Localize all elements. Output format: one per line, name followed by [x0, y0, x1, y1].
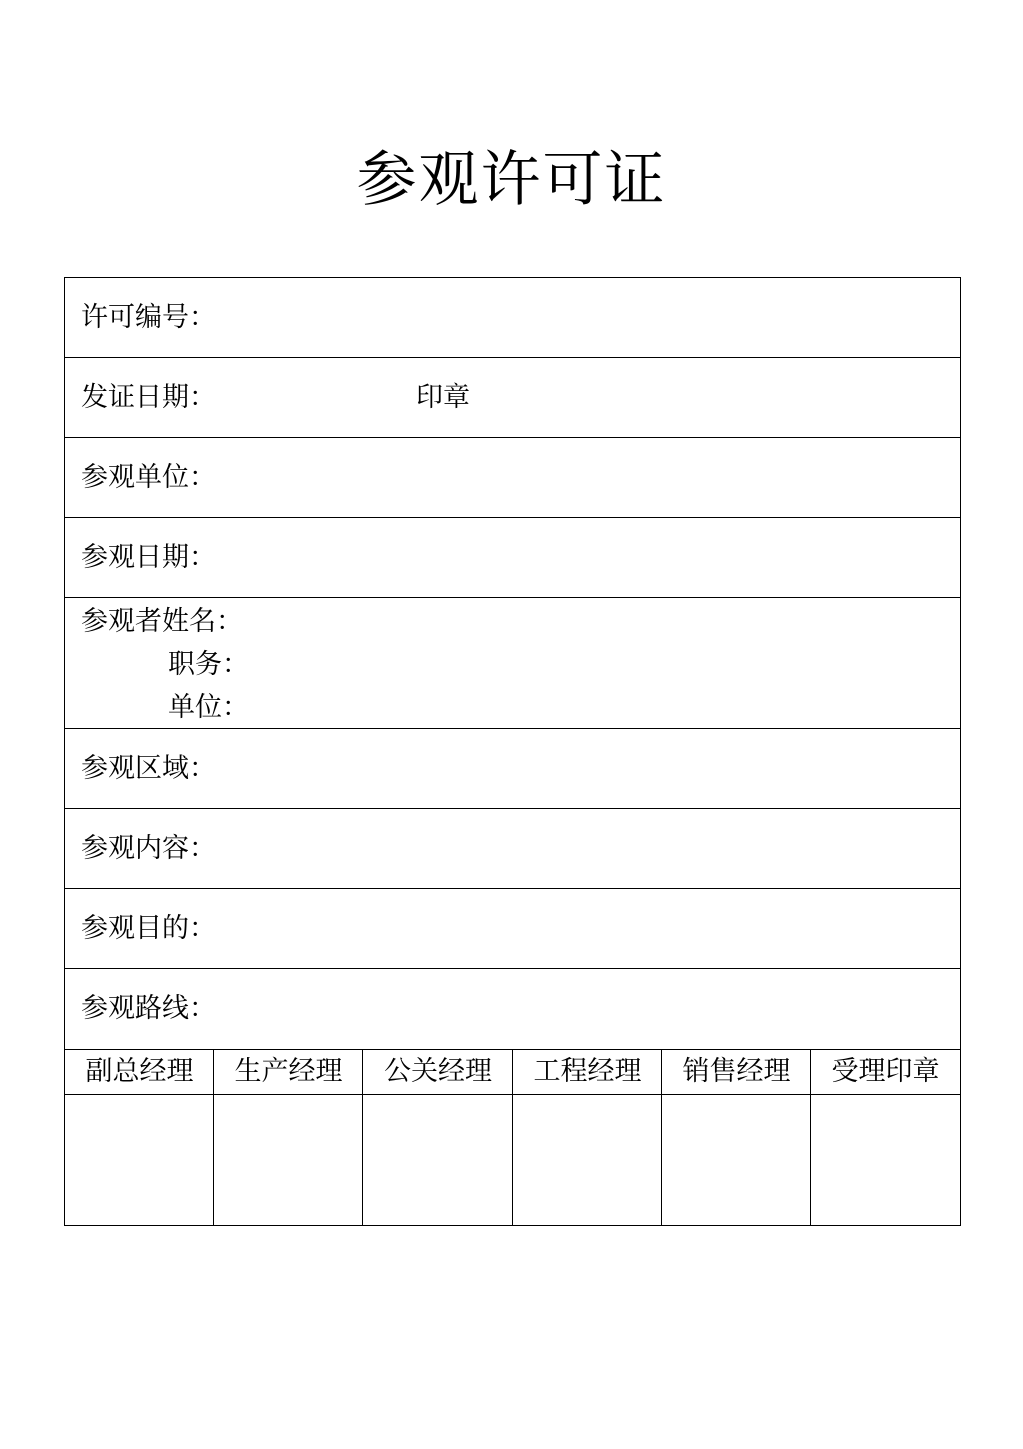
approval-header-vice-gm: 副总经理 [85, 1056, 194, 1087]
column-divider [810, 1050, 811, 1225]
column-divider [362, 1050, 363, 1225]
sign-cell-vice-gm[interactable] [65, 1095, 214, 1225]
permit-no-label: 许可编号： [81, 302, 216, 333]
column-divider [213, 1050, 214, 1225]
sign-cell-engineering[interactable] [513, 1095, 662, 1225]
approval-header-sales: 销售经理 [682, 1056, 791, 1087]
page-title: 参观许可证 [356, 145, 667, 215]
column-divider [661, 1050, 662, 1225]
approval-header-pr: 公关经理 [384, 1056, 492, 1087]
visit-date-row[interactable] [65, 518, 960, 598]
visiting-unit-row[interactable] [65, 438, 960, 518]
approval-header-engineering: 工程经理 [533, 1056, 642, 1087]
visit-purpose-label: 参观目的： [81, 913, 216, 944]
visitor-info-row[interactable] [65, 598, 960, 729]
permit-form [64, 277, 961, 1226]
issue-date-label: 发证日期： [81, 382, 216, 413]
permit-no-row[interactable] [65, 278, 960, 358]
approval-header-seal: 受理印章 [831, 1056, 940, 1087]
sign-cell-sales[interactable] [662, 1095, 811, 1225]
column-divider [512, 1050, 513, 1225]
sign-cell-seal[interactable] [811, 1095, 960, 1225]
visit-area-label: 参观区域： [81, 753, 216, 784]
visit-route-row[interactable] [65, 969, 960, 1050]
sign-cell-production[interactable] [214, 1095, 363, 1225]
visit-route-label: 参观路线： [81, 993, 216, 1024]
visit-content-row[interactable] [65, 809, 960, 889]
visit-date-label: 参观日期： [81, 542, 216, 573]
visit-area-row[interactable] [65, 729, 960, 809]
sign-cell-pr[interactable] [363, 1095, 513, 1225]
issue-date-row[interactable] [65, 358, 960, 438]
visitor-position-label: 职务： [168, 649, 249, 680]
visit-content-label: 参观内容： [81, 833, 216, 864]
visitor-unit-label: 单位： [168, 692, 249, 723]
issue-seal-label: 印章 [416, 382, 470, 413]
visiting-unit-label: 参观单位： [81, 462, 216, 493]
visit-purpose-row[interactable] [65, 889, 960, 969]
visitor-name-label: 参观者姓名： [81, 606, 243, 637]
approval-header-production: 生产经理 [234, 1056, 343, 1087]
